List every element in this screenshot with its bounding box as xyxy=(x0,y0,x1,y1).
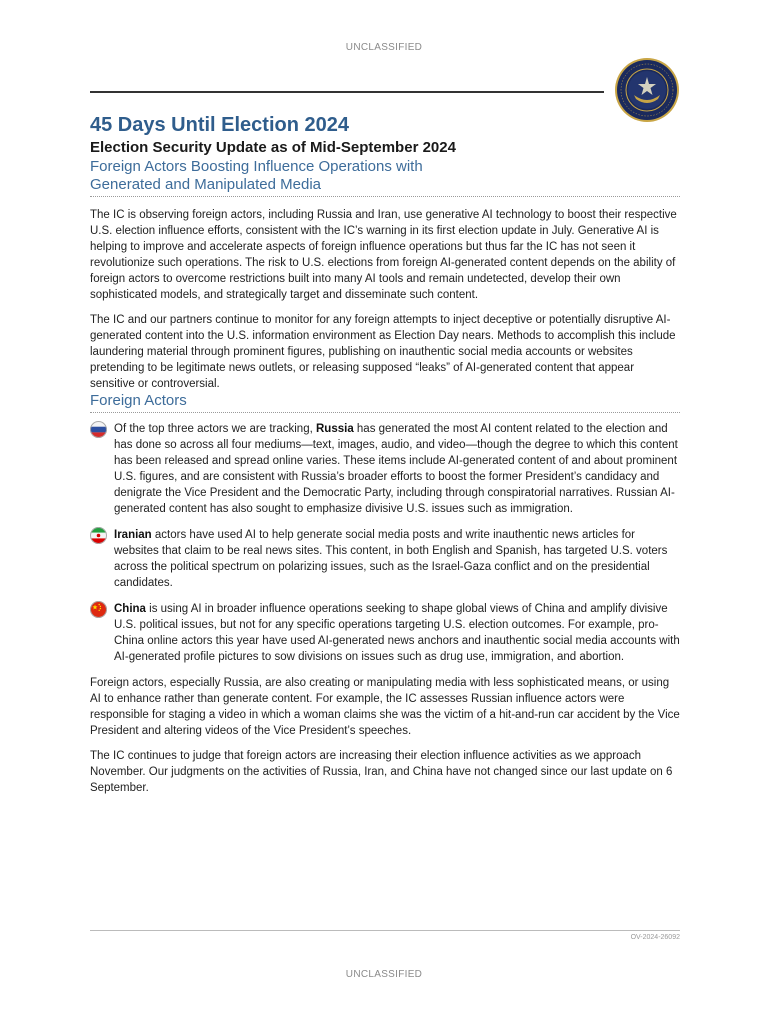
section-heading-line: Foreign Actors Boosting Influence Operations with xyxy=(90,158,423,175)
document-id: OV-2024-26092 xyxy=(630,934,680,941)
page-subtitle: Election Security Update as of Mid-September 2024 xyxy=(90,139,456,156)
bullet-text: Of the top three actors we are tracking, Russia has generated the most AI content related to the election and has done so across all four mediums—text, images, audio, and video—though the degree to which this content has been released and spread online varies. These items include AI-generated content of and about prominent U.S. figures, and are consistent with Russia’s broader efforts to boost the former President’s candidacy and denigrate the Vice President and the Democratic Party, including through conspiratorial narratives. Russian AI-generated content has also sought to emphasize divisive U.S. issues such as immigration. xyxy=(114,423,678,515)
china-flag-icon xyxy=(90,601,107,618)
russia-flag-icon xyxy=(90,421,107,438)
actor-name: Iranian xyxy=(114,529,152,541)
page-title: 45 Days Until Election 2024 xyxy=(90,114,350,136)
actor-name: China xyxy=(114,603,146,615)
body-paragraph: The IC continues to judge that foreign actors are increasing their election influence activities as we approach November. Our judgments on the activities of Russia, Iran, and China have not changed since our last update on 6 September. xyxy=(90,750,673,794)
header-rule xyxy=(90,91,604,93)
foreign-actors-list xyxy=(90,421,680,665)
top-classification-marking: UNCLASSIFIED xyxy=(345,42,423,53)
bullet-text: China is using AI in broader influence operations seeking to shape global views of China and amplify divisive U.S. political issues, but not for any specific operations targeting U.S. election outcomes. For example, pro-China online actors this year have used AI-generated news anchors and inauthentic social media accounts with AI-generated profile pictures to sow divisions on issues such as drug use, immigration, and abortion. xyxy=(114,603,680,663)
footer-rule xyxy=(90,930,680,931)
list-item-russia xyxy=(90,421,680,517)
iran-flag-icon xyxy=(90,527,107,544)
actor-name: Russia xyxy=(316,423,354,435)
bottom-classification-marking: UNCLASSIFIED xyxy=(345,969,423,980)
section-heading-influence-operations xyxy=(90,158,680,197)
bullet-text: Iranian actors have used AI to help generate social media posts and write inauthentic news articles for websites that claim to be real news sites. This content, in both English and Spanish, has targeted U.S. voters across the political spectrum on polarizing issues, such as the Israel-Gaza conflict and on the presidential candidates. xyxy=(114,529,668,589)
section-heading-foreign-actors: Foreign Actors xyxy=(90,392,680,413)
body-paragraph: The IC is observing foreign actors, including Russia and Iran, use generative AI technology to boost their respective U.S. election influence efforts, consistent with the IC’s warning in its first election update in July. Generative AI is helping to improve and accelerate aspects of foreign influence operations but thus far the IC has not seen it revolutionize such operations. The risk to U.S. elections from foreign AI-generated content depends on the ability of foreign actors to overcome restrictions built into many AI tools and remain undetected, develop their own sophisticated models, and strategically target and disseminate such content. xyxy=(90,209,677,301)
list-item-china xyxy=(90,601,680,665)
body-paragraph: The IC and our partners continue to monitor for any foreign attempts to inject deceptive or potentially disruptive AI-generated content into the U.S. information environment as Election Day nears. Methods to accomplish this include laundering material through prominent figures, publishing on inauthentic social media accounts or websites pretending to be legitimate news outlets, or releasing supposed “leaks” of AI-generated content that appear sensitive or controversial. xyxy=(90,314,676,390)
section-heading-line: Generated and Manipulated Media xyxy=(90,176,321,193)
body-paragraph: Foreign actors, especially Russia, are also creating or manipulating media with less sophisticated means, or using AI to enhance rather than generate content. For example, the IC assesses Russian influence actors were responsible for staging a video in which a woman claims she was the victim of a hit-and-run car accident by the Vice President and altering videos of the Vice President’s speeches. xyxy=(90,677,680,737)
list-item-iran xyxy=(90,527,680,591)
document-body xyxy=(90,112,680,796)
